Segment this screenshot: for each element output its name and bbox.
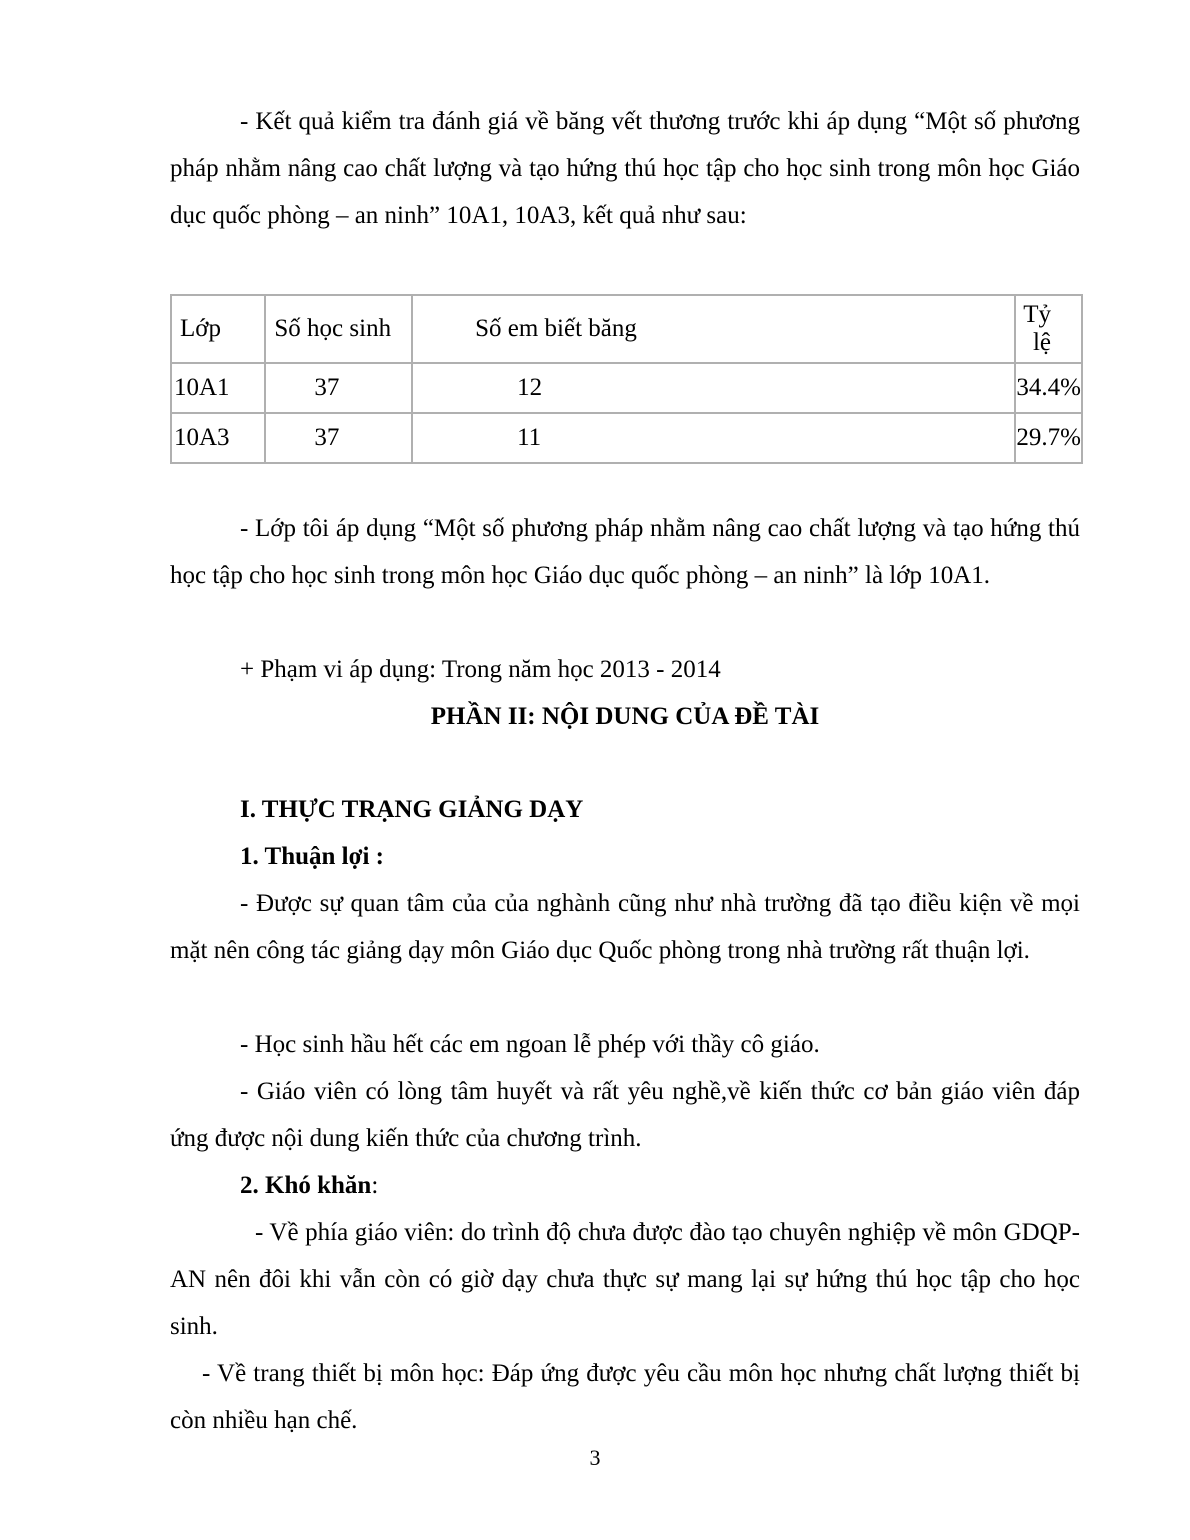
header-students: Số học sinh (266, 294, 413, 364)
part-title: PHẦN II: NỘI DUNG CỦA ĐỀ TÀI (430, 703, 820, 730)
header-class: Lớp (170, 294, 266, 364)
applied-class-paragraph: - Lớp tôi áp dụng “Một số phương pháp nhằm nâng cao chất lượng và tạo hứng thú học tập cho học sinh trong môn học Giáo dục quốc phòng – an ninh” là lớp 10A1. (170, 515, 1080, 589)
table-row (170, 414, 1083, 464)
results-table (170, 294, 1083, 464)
cell-knows-bandaging: 11 (413, 414, 1016, 464)
advantages-heading: 1. Thuận lợi : (240, 843, 384, 870)
advantage-item: - Giáo viên có lòng tâm huyết và rất yêu nghề,về kiến thức cơ bản giáo viên đáp ứng được nội dung kiến thức của chương trình. (170, 1078, 1080, 1152)
advantage-item: - Học sinh hầu hết các em ngoan lễ phép với thầy cô giáo. (240, 1031, 820, 1058)
difficulties-heading (170, 1162, 1080, 1209)
header-knows-bandaging: Số em biết băng (413, 294, 1016, 364)
cell-ratio: 34.4% (1016, 364, 1083, 414)
advantage-item: - Được sự quan tâm của của nghành cũng như nhà trường đã tạo điều kiện về mọi mặt nên công tác giảng dạy môn Giáo dục Quốc phòng trong nhà trường rất thuận lợi. (170, 890, 1080, 964)
header-ratio: Tỷ lệ (1016, 294, 1083, 364)
difficulties-heading-text: 2. Khó khăn (240, 1172, 372, 1199)
cell-class: 10A1 (170, 364, 266, 414)
cell-ratio: 29.7% (1016, 414, 1083, 464)
difficulty-item: - Về phía giáo viên: do trình độ chưa được đào tạo chuyên nghiệp về môn GDQP-AN nên đôi khi vẫn còn có giờ dạy chưa thực sự mang lại sự hứng thú học tập cho học sinh. (170, 1219, 1080, 1340)
difficulties-heading-colon: : (371, 1172, 379, 1199)
cell-knows-bandaging: 12 (413, 364, 1016, 414)
scope-paragraph: + Phạm vi áp dụng: Trong năm học 2013 - 2014 (240, 656, 721, 683)
page-number: 3 (589, 1445, 601, 1470)
difficulty-item: - Về trang thiết bị môn học: Đáp ứng được yêu cầu môn học nhưng chất lượng thiết bị còn nhiều hạn chế. (170, 1360, 1080, 1434)
cell-students: 37 (266, 364, 413, 414)
section-title: I. THỰC TRẠNG GIẢNG DẠY (240, 796, 584, 823)
table-row (170, 364, 1083, 414)
cell-students: 37 (266, 414, 413, 464)
intro-paragraph: - Kết quả kiểm tra đánh giá về băng vết thương trước khi áp dụng “Một số phương pháp nhằm nâng cao chất lượng và tạo hứng thú học tập cho học sinh trong môn học Giáo dục quốc phòng – an ninh” 10A1, 10A3, kết quả như sau: (170, 108, 1080, 229)
cell-class: 10A3 (170, 414, 266, 464)
table-header-row (170, 294, 1083, 364)
